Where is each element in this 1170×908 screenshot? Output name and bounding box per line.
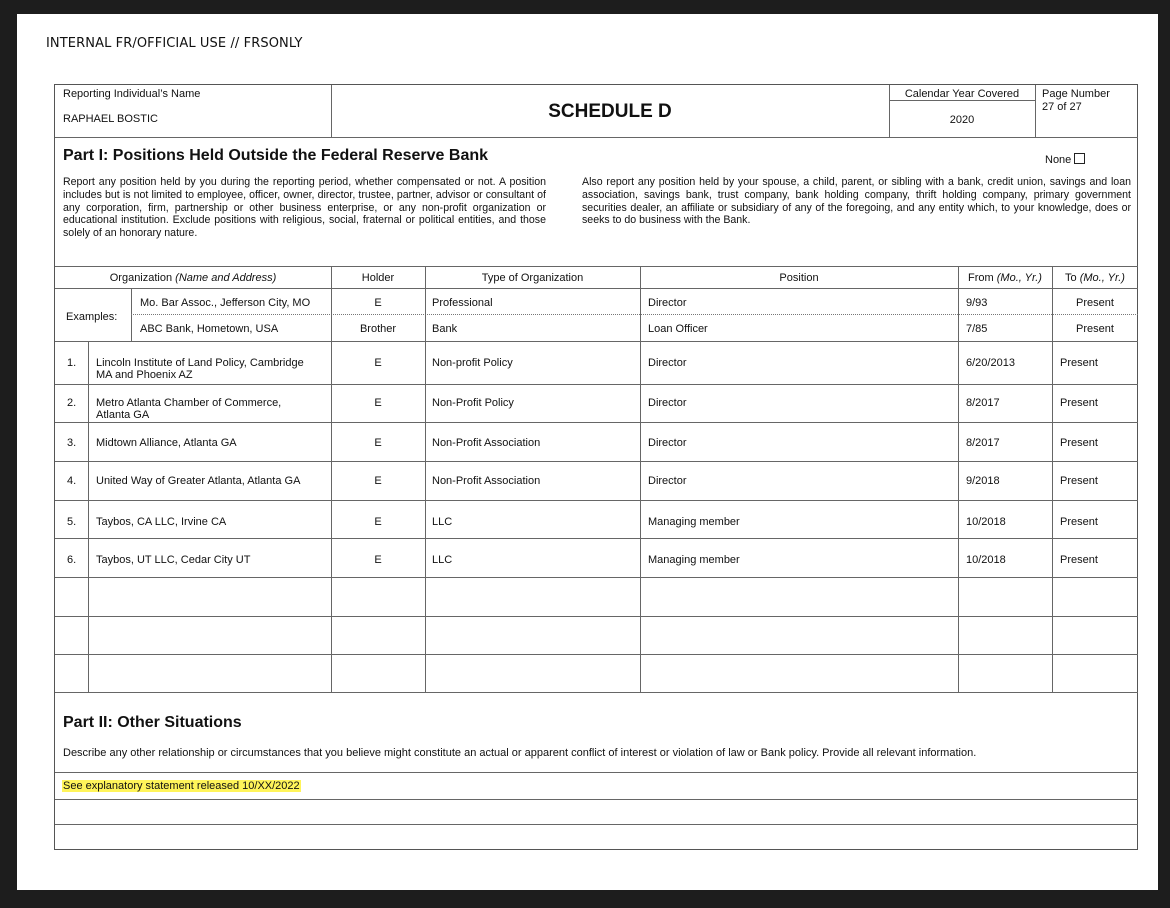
row-number: 6. <box>67 554 77 566</box>
example-to: Present <box>1076 323 1114 335</box>
part1-instructions-right: Also report any position held by your spouse, a child, parent, or sibling with a bank, credit union, savings and loan association, savings bank, trust company, bank holding company, thrift holding company, primary government securities dealer, an affiliate or subsidiary of any of the foregoing, and any entity which, to your knowledge, does or seeks to do business with the Bank. <box>582 176 1131 227</box>
row-holder: E <box>374 516 382 528</box>
row-type: LLC <box>432 516 453 528</box>
part1-instructions-left: Report any position held by you during the reporting period, whether compensated or not. A position includes but is not limited to employee, officer, owner, director, trustee, partner, advisor or consultant of any corporation, firm, partnership or other business enterprise, or any non-profit organization or educational institution. Exclude positions with religious, social, fraternal or political entities, and those solely of an honorary nature. <box>63 176 546 240</box>
example-from: 7/85 <box>966 323 988 335</box>
example-organization: Mo. Bar Assoc., Jefferson City, MO <box>140 297 311 309</box>
none-label: None <box>1045 154 1072 166</box>
row-position: Director <box>648 475 687 487</box>
row-position: Director <box>648 437 687 449</box>
schedule-title: SCHEDULE D <box>548 101 672 122</box>
col-header-organization: Organization (Name and Address) <box>109 272 277 284</box>
row-organization: Taybos, CA LLC, Irvine CA <box>96 516 227 528</box>
page-number-value: 27 of 27 <box>1042 101 1082 113</box>
row-position: Director <box>648 397 687 409</box>
row-type: Non-Profit Association <box>432 475 541 487</box>
col-header-from: From (Mo., Yr.) <box>968 272 1042 284</box>
document-page <box>17 14 1158 890</box>
row-organization-cont: Atlanta GA <box>96 409 150 421</box>
row-organization: United Way of Greater Atlanta, Atlanta GA <box>96 475 301 487</box>
row-holder: E <box>374 437 382 449</box>
calendar-year-value: 2020 <box>949 114 975 126</box>
example-position: Loan Officer <box>648 323 708 335</box>
example-position: Director <box>648 297 687 309</box>
part2-heading: Part II: Other Situations <box>63 714 242 731</box>
none-checkbox[interactable] <box>1074 153 1085 164</box>
row-holder: E <box>374 397 382 409</box>
row-from: 8/2017 <box>966 437 1000 449</box>
row-from: 8/2017 <box>966 397 1000 409</box>
row-position: Director <box>648 357 687 369</box>
part1-heading: Part I: Positions Held Outside the Federal Reserve Bank <box>63 147 489 164</box>
row-to: Present <box>1060 397 1098 409</box>
row-type: LLC <box>432 554 453 566</box>
example-to: Present <box>1076 297 1114 309</box>
highlighted-text: See explanatory statement released 10/XX/2022 <box>63 780 300 792</box>
part2-description: Describe any other relationship or circumstances that you believe might constitute an actual or apparent conflict of interest or violation of law or Bank policy. Provide all relevant information. <box>63 747 977 759</box>
row-number: 1. <box>67 357 77 369</box>
row-number: 4. <box>67 475 77 487</box>
row-holder: E <box>374 475 382 487</box>
col-header-holder: Holder <box>361 272 395 284</box>
example-from: 9/93 <box>966 297 988 309</box>
row-from: 10/2018 <box>966 516 1006 528</box>
example-holder: E <box>374 297 382 309</box>
row-from: 6/20/2013 <box>966 357 1015 369</box>
row-organization: Metro Atlanta Chamber of Commerce, <box>96 397 282 409</box>
row-organization: Taybos, UT LLC, Cedar City UT <box>96 554 251 566</box>
row-number: 3. <box>67 437 77 449</box>
row-number: 5. <box>67 516 77 528</box>
col-header-type: Type of Organization <box>481 272 584 284</box>
row-position: Managing member <box>648 516 740 528</box>
example-holder: Brother <box>359 323 397 335</box>
none-checkbox-group[interactable] <box>1045 153 1085 167</box>
row-holder: E <box>374 554 382 566</box>
row-type: Non-profit Policy <box>432 357 513 369</box>
row-to: Present <box>1060 357 1098 369</box>
page-number-label: Page Number <box>1042 88 1110 100</box>
row-holder: E <box>374 357 382 369</box>
example-type: Bank <box>432 323 458 335</box>
col-header-to: To (Mo., Yr.) <box>1065 272 1125 284</box>
row-from: 10/2018 <box>966 554 1006 566</box>
row-from: 9/2018 <box>966 475 1000 487</box>
reporting-name-label: Reporting Individual’s Name <box>63 88 201 100</box>
row-organization: Midtown Alliance, Atlanta GA <box>96 437 237 449</box>
row-to: Present <box>1060 554 1098 566</box>
part2-entry <box>62 780 301 793</box>
row-to: Present <box>1060 437 1098 449</box>
row-position: Managing member <box>648 554 740 566</box>
classification-marking: INTERNAL FR/OFFICIAL USE // FRSONLY <box>46 36 303 51</box>
row-organization: Lincoln Institute of Land Policy, Cambridge <box>96 357 304 369</box>
row-type: Non-Profit Association <box>432 437 541 449</box>
schedule-d-form <box>54 84 1138 850</box>
example-type: Professional <box>432 297 493 309</box>
row-organization-cont: MA and Phoenix AZ <box>96 369 193 381</box>
example-organization: ABC Bank, Hometown, USA <box>140 323 279 335</box>
row-to: Present <box>1060 475 1098 487</box>
row-number: 2. <box>67 397 77 409</box>
row-type: Non-Profit Policy <box>432 397 514 409</box>
reporting-name-value: RAPHAEL BOSTIC <box>63 113 158 125</box>
calendar-year-label: Calendar Year Covered <box>904 88 1020 100</box>
row-to: Present <box>1060 516 1098 528</box>
examples-label: Examples: <box>66 311 118 323</box>
col-header-position: Position <box>779 272 819 284</box>
